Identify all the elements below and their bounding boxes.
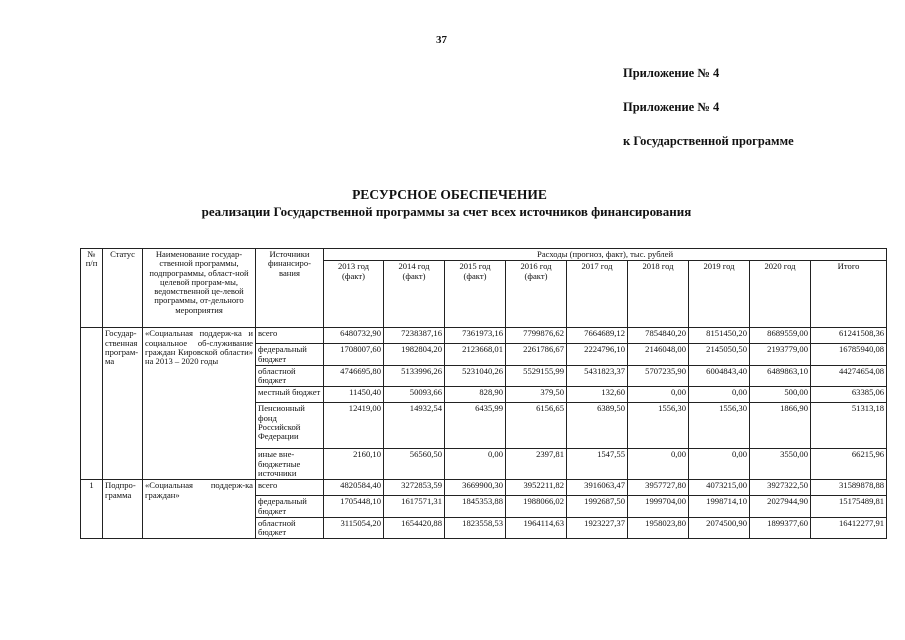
year-value: 5133996,26 [384,365,445,387]
year-value: 1964114,63 [506,517,567,539]
year-value: 6480732,90 [324,328,384,344]
year-value: 8689559,00 [750,328,811,344]
year-value: 5431823,37 [567,365,628,387]
year-value: 0,00 [628,449,689,480]
year-value: 1992687,50 [567,496,628,518]
table-row [81,328,887,344]
year-value: 7361973,16 [445,328,506,344]
funding-source: всего [256,328,324,344]
header-year: 2014 год (факт) [384,261,445,328]
year-value: 2123668,01 [445,344,506,366]
year-value: 2027944,90 [750,496,811,518]
table-row [81,480,887,496]
year-value: 7854840,20 [628,328,689,344]
year-value: 56560,50 [384,449,445,480]
header-expenses: Расходы (прогноз, факт), тыс. рублей [324,249,887,261]
table-body [81,328,887,539]
header-source: Источники финансиро-вания [256,249,324,328]
year-value: 7799876,62 [506,328,567,344]
year-value: 3916063,47 [567,480,628,496]
year-value: 828,90 [445,387,506,403]
year-value: 50093,66 [384,387,445,403]
year-value: 14932,54 [384,403,445,449]
total-value: 61241508,36 [811,328,887,344]
funding-source: Пенсионный фонд Российской Федерации [256,403,324,449]
total-value: 44274654,08 [811,365,887,387]
total-value: 16785940,08 [811,344,887,366]
year-value: 2074500,90 [689,517,750,539]
year-value: 0,00 [689,449,750,480]
program-name: «Социальная поддерж-ка граждан» [143,480,256,539]
row-number: 1 [81,480,103,539]
year-value: 0,00 [689,387,750,403]
appendix-label: Приложение № 4 [623,66,720,80]
funding-source: областной бюджет [256,517,324,539]
year-value: 3550,00 [750,449,811,480]
total-value: 66215,96 [811,449,887,480]
year-value: 1556,30 [628,403,689,449]
year-value: 6156,65 [506,403,567,449]
year-value: 1958023,80 [628,517,689,539]
year-value: 0,00 [445,449,506,480]
header-year: 2020 год [750,261,811,328]
year-value: 11450,40 [324,387,384,403]
year-value: 132,60 [567,387,628,403]
year-value: 4820584,40 [324,480,384,496]
year-value: 7238387,16 [384,328,445,344]
year-value: 1998714,10 [689,496,750,518]
funding-source: местный бюджет [256,387,324,403]
document-title: РЕСУРСНОЕ ОБЕСПЕЧЕНИЕ [352,187,547,202]
year-value: 1547,55 [567,449,628,480]
year-value: 1823558,53 [445,517,506,539]
year-value: 1556,30 [689,403,750,449]
header-year: 2013 год (факт) [324,261,384,328]
year-value: 500,00 [750,387,811,403]
row-status: Государ-ственная програм-ма [103,328,143,480]
year-value: 7664689,12 [567,328,628,344]
program-name: «Социальная поддерж-ка и социальное об-служивание граждан Кировской области» на 2013 – 2020 годы [143,328,256,480]
year-value: 1617571,31 [384,496,445,518]
year-value: 5707235,90 [628,365,689,387]
year-value: 2160,10 [324,449,384,480]
funding-source: всего [256,480,324,496]
funding-source: федеральный бюджет [256,344,324,366]
header-year: 2018 год [628,261,689,328]
row-number [81,328,103,480]
year-value: 3272853,59 [384,480,445,496]
year-value: 2193779,00 [750,344,811,366]
year-value: 1899377,60 [750,517,811,539]
year-value: 5231040,26 [445,365,506,387]
year-value: 2145050,50 [689,344,750,366]
total-value: 16412277,91 [811,517,887,539]
year-value: 2146048,00 [628,344,689,366]
year-value: 6004843,40 [689,365,750,387]
year-value: 2261786,67 [506,344,567,366]
header-year: 2015 год (факт) [445,261,506,328]
header-status: Статус [103,249,143,328]
year-value: 1845353,88 [445,496,506,518]
year-value: 6435,99 [445,403,506,449]
document-subtitle: реализации Государственной программы за счет всех источников финансирования [201,204,692,219]
page-number: 37 [436,34,447,46]
year-value: 1866,90 [750,403,811,449]
header-total: Итого [811,261,887,328]
year-value: 379,50 [506,387,567,403]
year-value: 1708007,60 [324,344,384,366]
year-value: 3669900,30 [445,480,506,496]
year-value: 6389,50 [567,403,628,449]
year-value: 1923227,37 [567,517,628,539]
year-value: 8151450,20 [689,328,750,344]
year-value: 3927322,50 [750,480,811,496]
header-row-1 [81,249,887,261]
header-year: 2019 год [689,261,750,328]
total-value: 63385,06 [811,387,887,403]
year-value: 0,00 [628,387,689,403]
year-value: 4746695,80 [324,365,384,387]
header-year: 2016 год (факт) [506,261,567,328]
year-value: 12419,00 [324,403,384,449]
year-value: 6489863,10 [750,365,811,387]
year-value: 1988066,02 [506,496,567,518]
year-value: 1654420,88 [384,517,445,539]
total-value: 15175489,81 [811,496,887,518]
funding-source: федеральный бюджет [256,496,324,518]
year-value: 3952211,82 [506,480,567,496]
header-num: № п/п [81,249,103,328]
total-value: 31589878,88 [811,480,887,496]
year-value: 3115054,20 [324,517,384,539]
year-value: 1982804,20 [384,344,445,366]
funding-source: областной бюджет [256,365,324,387]
year-value: 2224796,10 [567,344,628,366]
row-status: Подпро-грамма [103,480,143,539]
header-name: Наименование государ-ственной программы, подпрограммы, област-ной целевой програм-мы, ведомственной це-левой программы, от-дельного мероприятия [143,249,256,328]
total-value: 51313,18 [811,403,887,449]
year-value: 5529155,99 [506,365,567,387]
year-value: 1705448,10 [324,496,384,518]
year-value: 2397,81 [506,449,567,480]
year-value: 3957727,80 [628,480,689,496]
appendix-program-reference: к Государственной программе [623,134,794,148]
appendix-label-repeat: Приложение № 4 [623,100,720,114]
year-value: 1999704,00 [628,496,689,518]
funding-source: иные вне-бюджетные источники [256,449,324,480]
funding-table [80,248,887,539]
year-value: 4073215,00 [689,480,750,496]
header-year: 2017 год [567,261,628,328]
